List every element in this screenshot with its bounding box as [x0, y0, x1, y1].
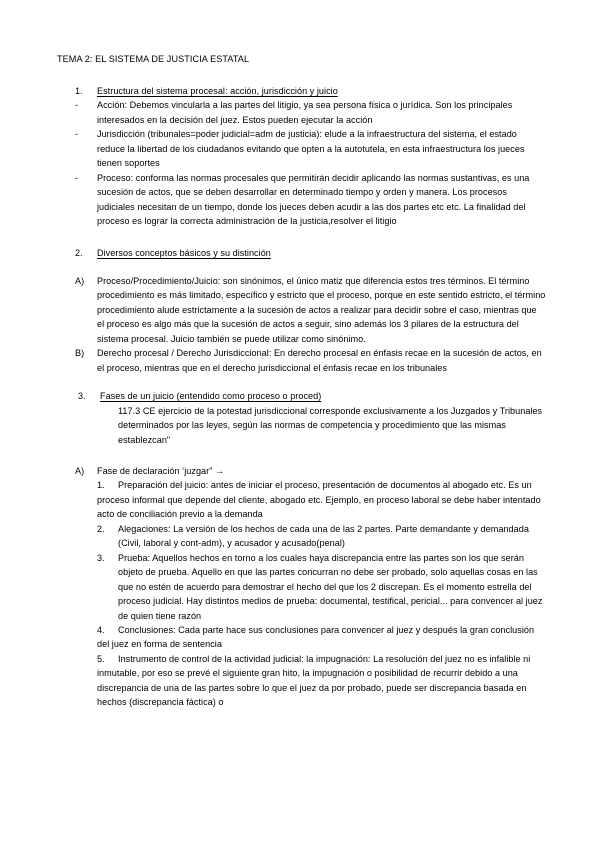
step-5-marker: 5.	[97, 653, 105, 664]
section-1-bullet-proceso	[75, 171, 546, 229]
section-2-heading-row	[75, 246, 546, 260]
section-1-bullet-accion	[75, 98, 546, 127]
spacer	[57, 375, 546, 389]
section-1-bullet-jurisdiccion	[75, 127, 546, 170]
step-1-first-line: Preparación del juicio: antes de iniciar el proceso, presentación de documentos al	[118, 480, 451, 491]
section-2-item-b	[75, 346, 546, 375]
phase-a-step-1	[97, 478, 546, 521]
step-4-rest: gran conclusión del juez en forma de sentencia	[97, 624, 535, 650]
item-b-text: Derecho procesal / Derecho Jurisdiccional: En derecho procesal en énfasis recae en la sucesión de actos, en el proceso, mientras que en el derecho jurisdiccional el énfasis recae en los tribunales	[97, 348, 542, 373]
page-title: TEMA 2: EL SISTEMA DE JUSTICIA ESTATAL	[57, 54, 250, 64]
section-3-statute-quote: 117.3 CE ejercicio de la potestad jurisdiccional corresponde exclusivamente a los Juzgados y Tribunales determinados por las leyes, según las normas de competencia y procedimiento que las mismas establezcan"	[118, 405, 543, 445]
section-1-heading: Estructura del sistema procesal: acción, jurisdicción y juicio	[97, 86, 338, 96]
bullet-text-accion: Acción: Debemos vincularla a las partes del litigio, ya sea persona física o jurídica. Son los principales interesados en la decisión del juez. Estos pueden ejecutar la acción	[97, 100, 513, 125]
step-4-text	[97, 623, 546, 652]
step-5-text	[97, 652, 546, 710]
spacer	[57, 229, 546, 246]
phase-a-step-3	[97, 551, 546, 623]
bullet-marker: -	[75, 100, 79, 111]
section-2-marker: 2.	[75, 247, 83, 258]
section-2-item-a	[75, 274, 546, 346]
bullet-marker: -	[75, 129, 79, 140]
step-2-text: Alegaciones: La versión de los hechos de cada una de las 2 partes. Parte demandante y demandada (Civil, laboral y cont-adm), y acusador y acusado(penal)	[118, 523, 529, 549]
step-3-marker: 3.	[97, 552, 105, 563]
step-3-text: Prueba: Aquellos hechos en torno a los cuales haya discrepancia entre las partes son los que serán objeto de prueba. Aquello en que las partes concurran no debe ser probado, solo aquellas cosas en las que no estén de acuerdo para demostrar el hecho del que los 2 discrepan. Es el momento estrella del proceso judicial. Hay distintos medios de prueba: documental, testifical, pericial... para convencer al juez de quien tiene razón	[118, 552, 543, 621]
step-1-text	[97, 478, 546, 521]
phase-a-step-2	[97, 522, 546, 551]
step-2-marker: 2.	[97, 523, 105, 534]
item-b-marker: B)	[75, 348, 85, 359]
spacer	[57, 260, 546, 274]
phase-a-heading-row	[75, 464, 546, 478]
bullet-marker: -	[75, 172, 79, 183]
step-5-first-line: Instrumento de control de la actividad judicial: la impugnación: La resolución del juez no	[118, 653, 475, 664]
section-3-heading: Fases de un juicio (entendido como proceso o proced)	[100, 391, 322, 402]
step-5-rest: es infalible ni inmutable, por eso se prevé el siguiente gran hito, la impugnación o posibilidad de recurrir debido a una discrepancia de una de las partes sobre lo que el juez da por probado, puede ser discrepancia basada en hechos (discrepancia fáctica) o	[97, 653, 531, 708]
section-2-heading: Diversos conceptos básicos y su distinción	[97, 247, 271, 258]
section-1-heading-row	[75, 84, 546, 98]
bullet-text-jurisdiccion: Jurisdicción (tribunales=poder judicial=adm de justicia): elude a la infraestructura del sistema, el estado reduce la libertad de los ciudadanos evitando que opten a la autotutela, en esta infraestructura los jueces tienen soportes	[97, 129, 525, 169]
step-1-marker: 1.	[97, 480, 105, 491]
item-a-marker: A)	[75, 275, 85, 286]
step-4-marker: 4.	[97, 624, 105, 635]
phase-a-step-4	[97, 623, 546, 652]
item-a-text: Proceso/Procedimiento/Juicio: son sinónimos, el único matiz que diferencia estos tres términos. El término procedimiento es más limitado, específico y estricto que el proceso, porque en este sentido estricto, el término procedimiento alude estrictamente a la sucesión de actos a realizar para decidir sobre el caso, mientras que el proceso es algo más que la sucesión de actos a seguir, sino además los 3 pilares de la estructura del sistema procesal. Juicio también se puede utilizar como sinónimo.	[97, 275, 546, 344]
section-1-marker: 1.	[75, 86, 83, 96]
step-4-first-line: Conclusiones: Cada parte hace sus conclusiones para convencer al juez y después la	[118, 624, 468, 635]
section-3-heading-row	[78, 389, 546, 403]
spacer	[57, 447, 546, 464]
step-1-rest: abogado etc. Es un proceso informal que depende del cliente, abogado etc. Ejemplo, en proceso laboral se debe haber intentado acto de conciliación previo a la demanda	[97, 480, 541, 520]
phase-a-marker: A)	[75, 465, 85, 476]
phase-a-heading: Fase de declaración ‘juzgar” →	[97, 465, 224, 476]
bullet-text-proceso: Proceso: conforma las normas procesales que permitirán decidir aplicando las normas sustantivas, es una sucesión de actos, que se deben desarrollar en determinado tiempo y orden y manera. Los procesos judiciales necesitan de un tiempo, donde los jueces deben acudir a las dos partes etc etc. La finalidad del proceso es lograr la correcta administración de la justicia,resolver el litigio	[97, 172, 530, 227]
section-3-marker: 3.	[78, 391, 86, 402]
phase-a-step-5	[97, 652, 546, 710]
